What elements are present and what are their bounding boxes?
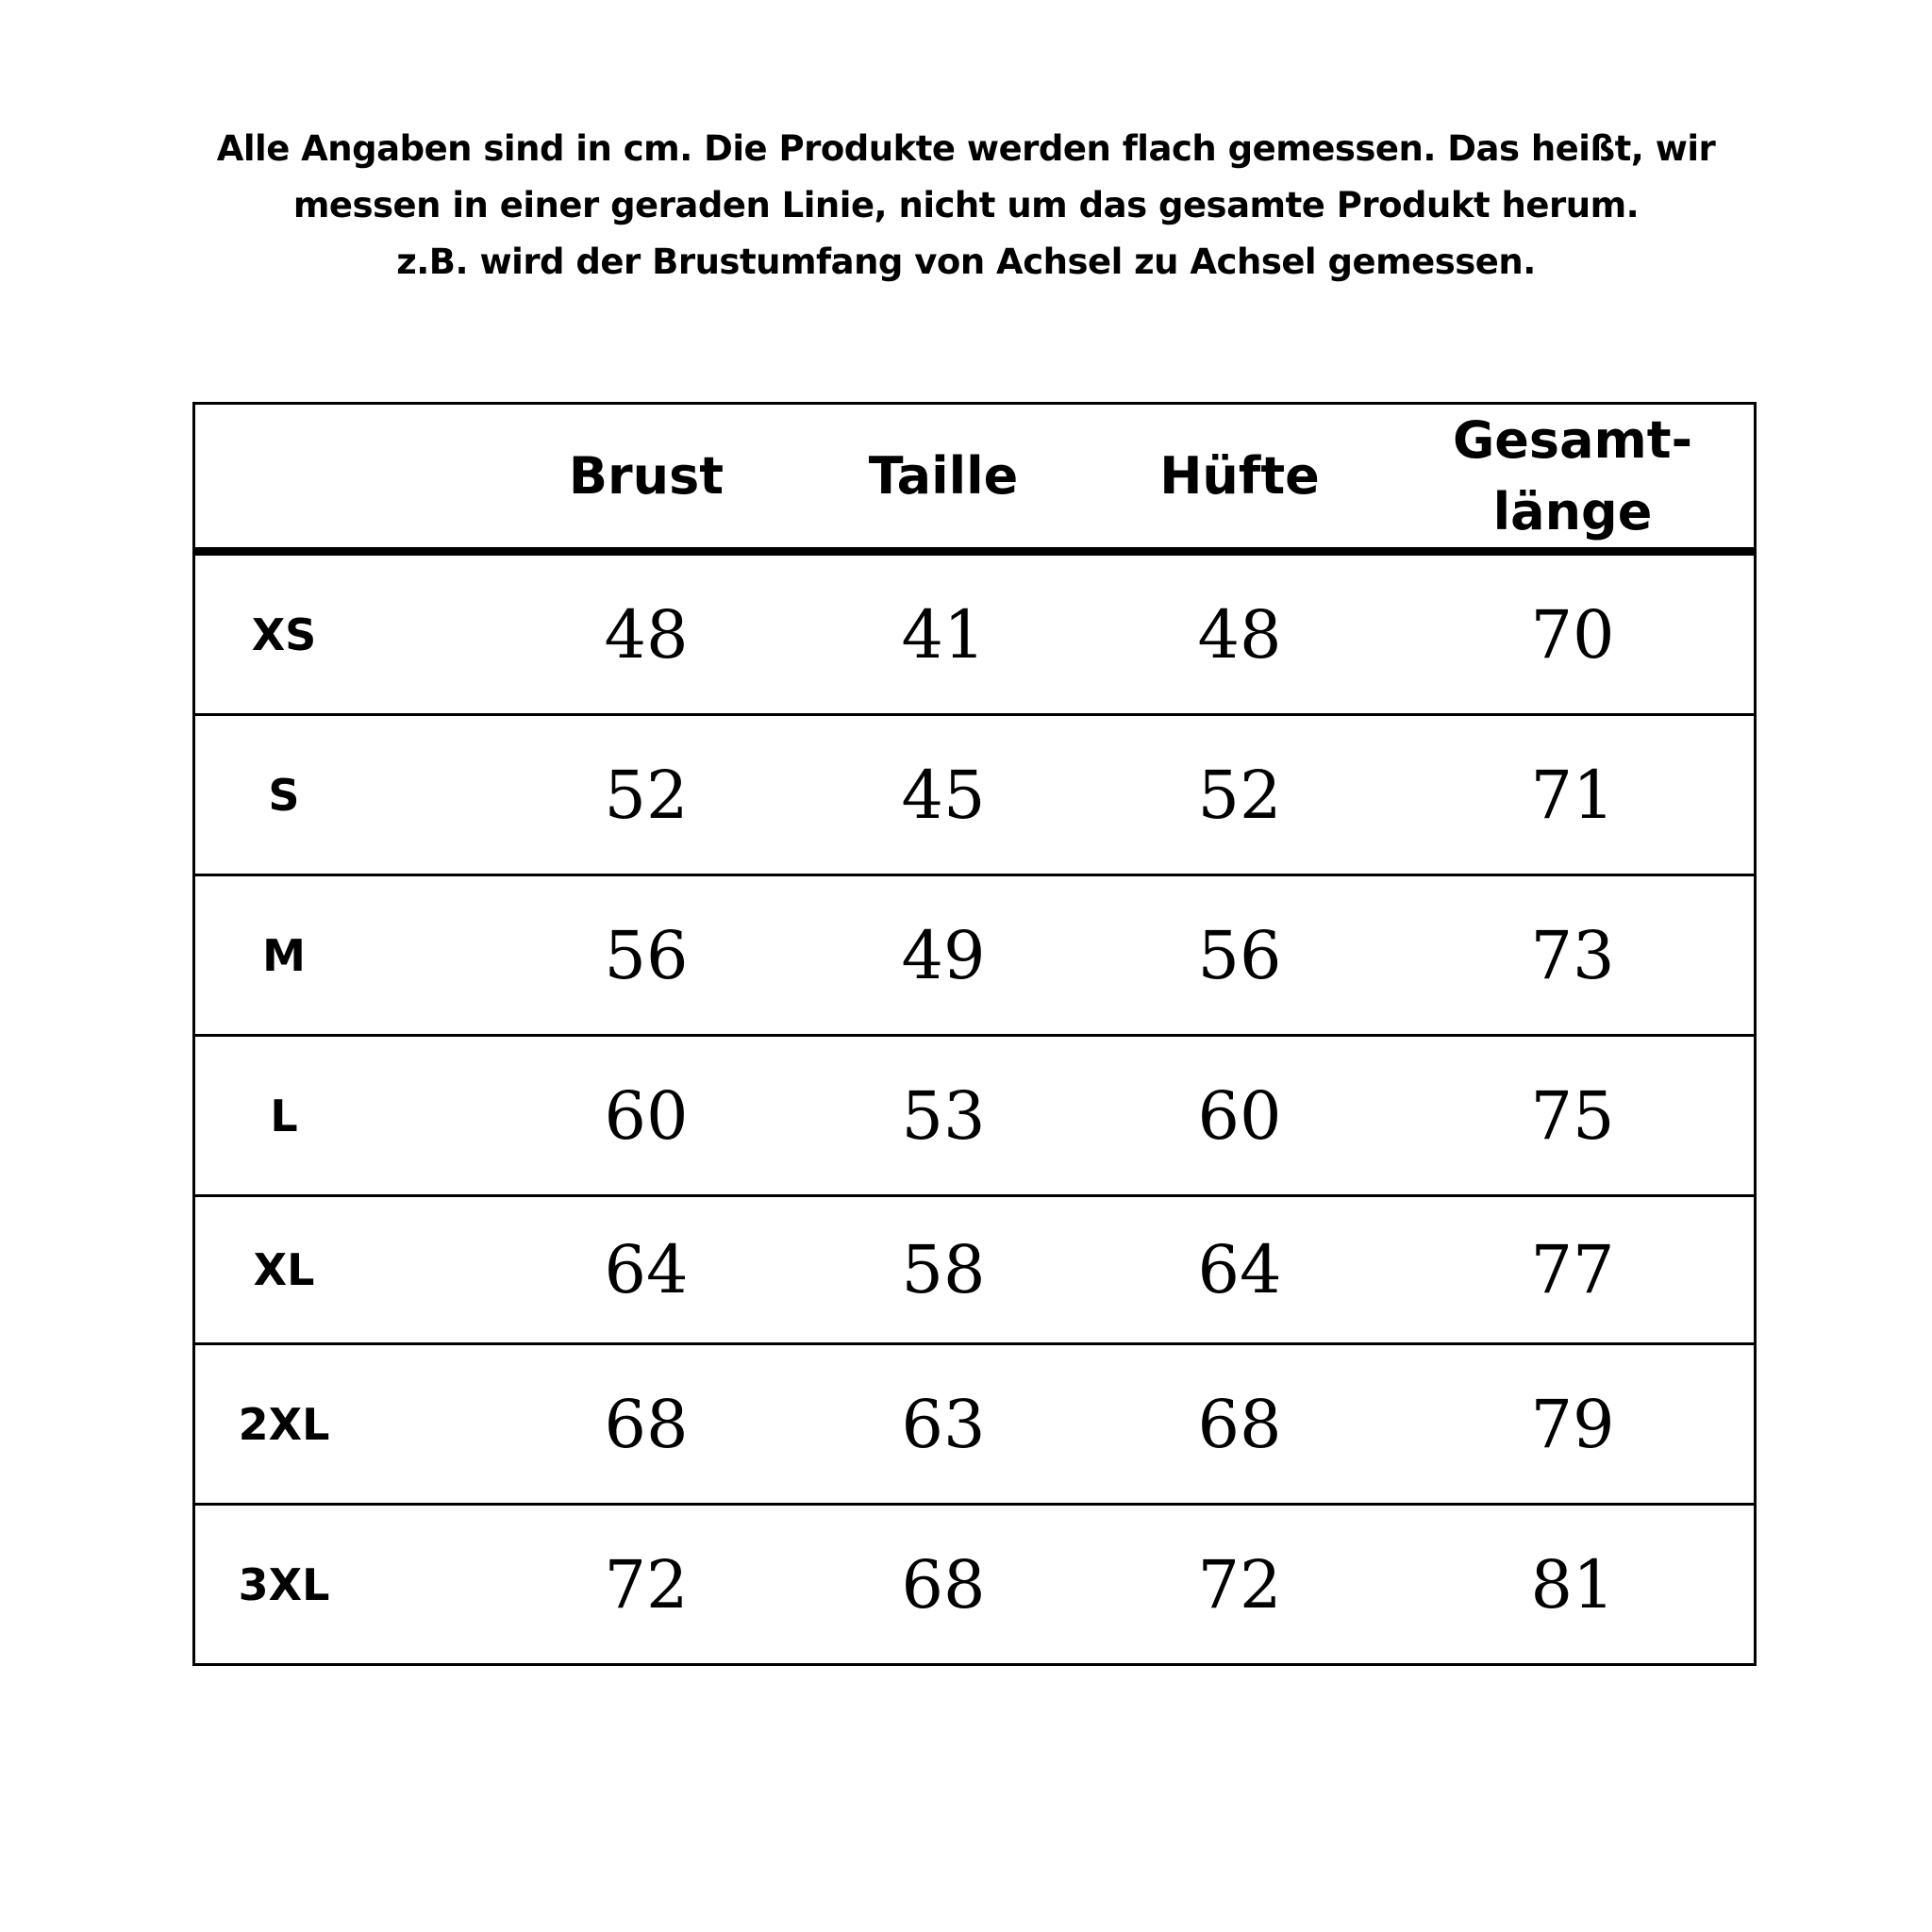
intro-text	[0, 121, 1932, 291]
taille-value: 68	[901, 1545, 986, 1624]
laenge-value: 70	[1530, 595, 1615, 674]
header-huefte: Hüfte	[1159, 445, 1320, 506]
header-brust: Brust	[568, 445, 724, 506]
table-row	[195, 1037, 1754, 1197]
header-gesamtlaenge-line-2: länge	[1492, 481, 1653, 541]
huefte-value: 60	[1197, 1076, 1282, 1155]
taille-value: 53	[901, 1076, 986, 1155]
table-header-row	[195, 405, 1754, 556]
taille-value: 58	[901, 1231, 986, 1308]
intro-line-1: Alle Angaben sind in cm. Die Produkte werden flach gemessen. Das heißt, wir	[216, 128, 1716, 169]
table-row	[195, 556, 1754, 716]
brust-value: 72	[604, 1545, 689, 1624]
taille-value: 41	[901, 595, 986, 674]
huefte-value: 48	[1197, 595, 1282, 674]
laenge-value: 79	[1530, 1385, 1615, 1463]
size-label: M	[262, 929, 306, 981]
table-row	[195, 1197, 1754, 1345]
brust-value: 52	[604, 756, 689, 834]
size-table	[192, 402, 1757, 1666]
laenge-value: 73	[1530, 916, 1615, 994]
size-label: XL	[253, 1244, 315, 1295]
laenge-value: 77	[1530, 1231, 1615, 1308]
huefte-value: 72	[1197, 1545, 1282, 1624]
huefte-value: 68	[1197, 1385, 1282, 1463]
laenge-value: 81	[1530, 1545, 1615, 1624]
laenge-value: 75	[1530, 1076, 1615, 1155]
size-label: 2XL	[238, 1398, 330, 1450]
intro-line-2: messen in einer geraden Linie, nicht um das gesamte Produkt herum.	[292, 185, 1640, 225]
huefte-value: 56	[1197, 916, 1282, 994]
taille-value: 49	[901, 916, 986, 994]
huefte-value: 52	[1197, 756, 1282, 834]
header-size	[195, 405, 373, 547]
brust-value: 64	[604, 1231, 689, 1308]
brust-value: 56	[604, 916, 689, 994]
laenge-value: 71	[1530, 756, 1615, 834]
taille-value: 63	[901, 1385, 986, 1463]
brust-value: 68	[604, 1385, 689, 1463]
table-row	[195, 1506, 1754, 1663]
size-label: L	[270, 1090, 298, 1141]
header-taille: Taille	[868, 445, 1019, 506]
brust-value: 60	[604, 1076, 689, 1155]
huefte-value: 64	[1197, 1231, 1282, 1308]
size-label: 3XL	[238, 1558, 330, 1610]
size-label: S	[268, 769, 300, 821]
brust-value: 48	[604, 595, 689, 674]
table-row	[195, 1345, 1754, 1506]
header-gesamtlaenge	[1436, 405, 1709, 547]
size-label: XS	[251, 608, 317, 660]
taille-value: 45	[901, 756, 986, 834]
table-row	[195, 716, 1754, 876]
intro-line-3: z.B. wird der Brustumfang von Achsel zu Achsel gemessen.	[396, 242, 1536, 282]
table-row	[195, 876, 1754, 1037]
header-gesamtlaenge-line-1: Gesamt-	[1452, 409, 1693, 470]
